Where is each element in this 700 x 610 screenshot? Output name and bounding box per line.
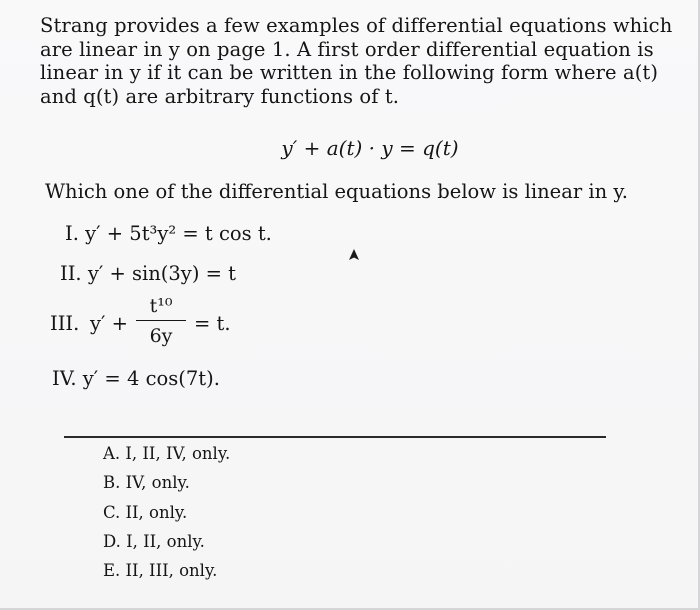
choice-b[interactable]: B. IV, only. — [103, 473, 190, 492]
linear-form-text: y′ + a(t) · y = q(t) — [281, 136, 459, 160]
equation-prefix: y′ + — [90, 312, 128, 335]
equation-ii — [60, 262, 236, 285]
choice-e[interactable]: E. II, III, only. — [103, 561, 218, 580]
fraction — [136, 295, 186, 347]
divider — [64, 436, 606, 438]
linear-form-equation — [0, 136, 700, 160]
intro-line: are linear in y on page 1. A first order differential equation is — [40, 37, 654, 61]
equation-label: IV. — [52, 367, 77, 390]
equation-label: I. — [65, 222, 79, 245]
equation-suffix: = t. — [194, 312, 231, 335]
fraction-denominator: 6y — [149, 325, 173, 348]
equation-label: III. — [50, 312, 80, 335]
intro-paragraph — [40, 14, 673, 108]
equation-iv — [52, 367, 220, 390]
equation-i — [65, 222, 272, 245]
equation-expression: y′ + 5t³y² = t cos t. — [85, 222, 272, 245]
equation-expression: y′ = 4 cos(7t). — [82, 367, 220, 390]
choice-d[interactable]: D. I, II, only. — [103, 532, 205, 551]
fraction-bar — [136, 320, 186, 321]
intro-line: linear in y if it can be written in the following form where a(t) — [40, 61, 659, 84]
fraction-numerator: t¹⁰ — [149, 295, 173, 317]
equation-expression: y′ + sin(3y) = t — [87, 262, 237, 285]
equation-label: II. — [60, 262, 82, 285]
choice-a[interactable]: A. I, II, IV, only. — [103, 444, 231, 463]
intro-line: Strang provides a few examples of differential equations which — [40, 14, 673, 37]
intro-line: and q(t) are arbitrary functions of t. — [40, 84, 400, 108]
question-text: Which one of the differential equations below is linear in y. — [45, 180, 628, 203]
mouse-pointer-icon — [347, 248, 361, 262]
choice-c[interactable]: C. II, only. — [103, 503, 188, 522]
